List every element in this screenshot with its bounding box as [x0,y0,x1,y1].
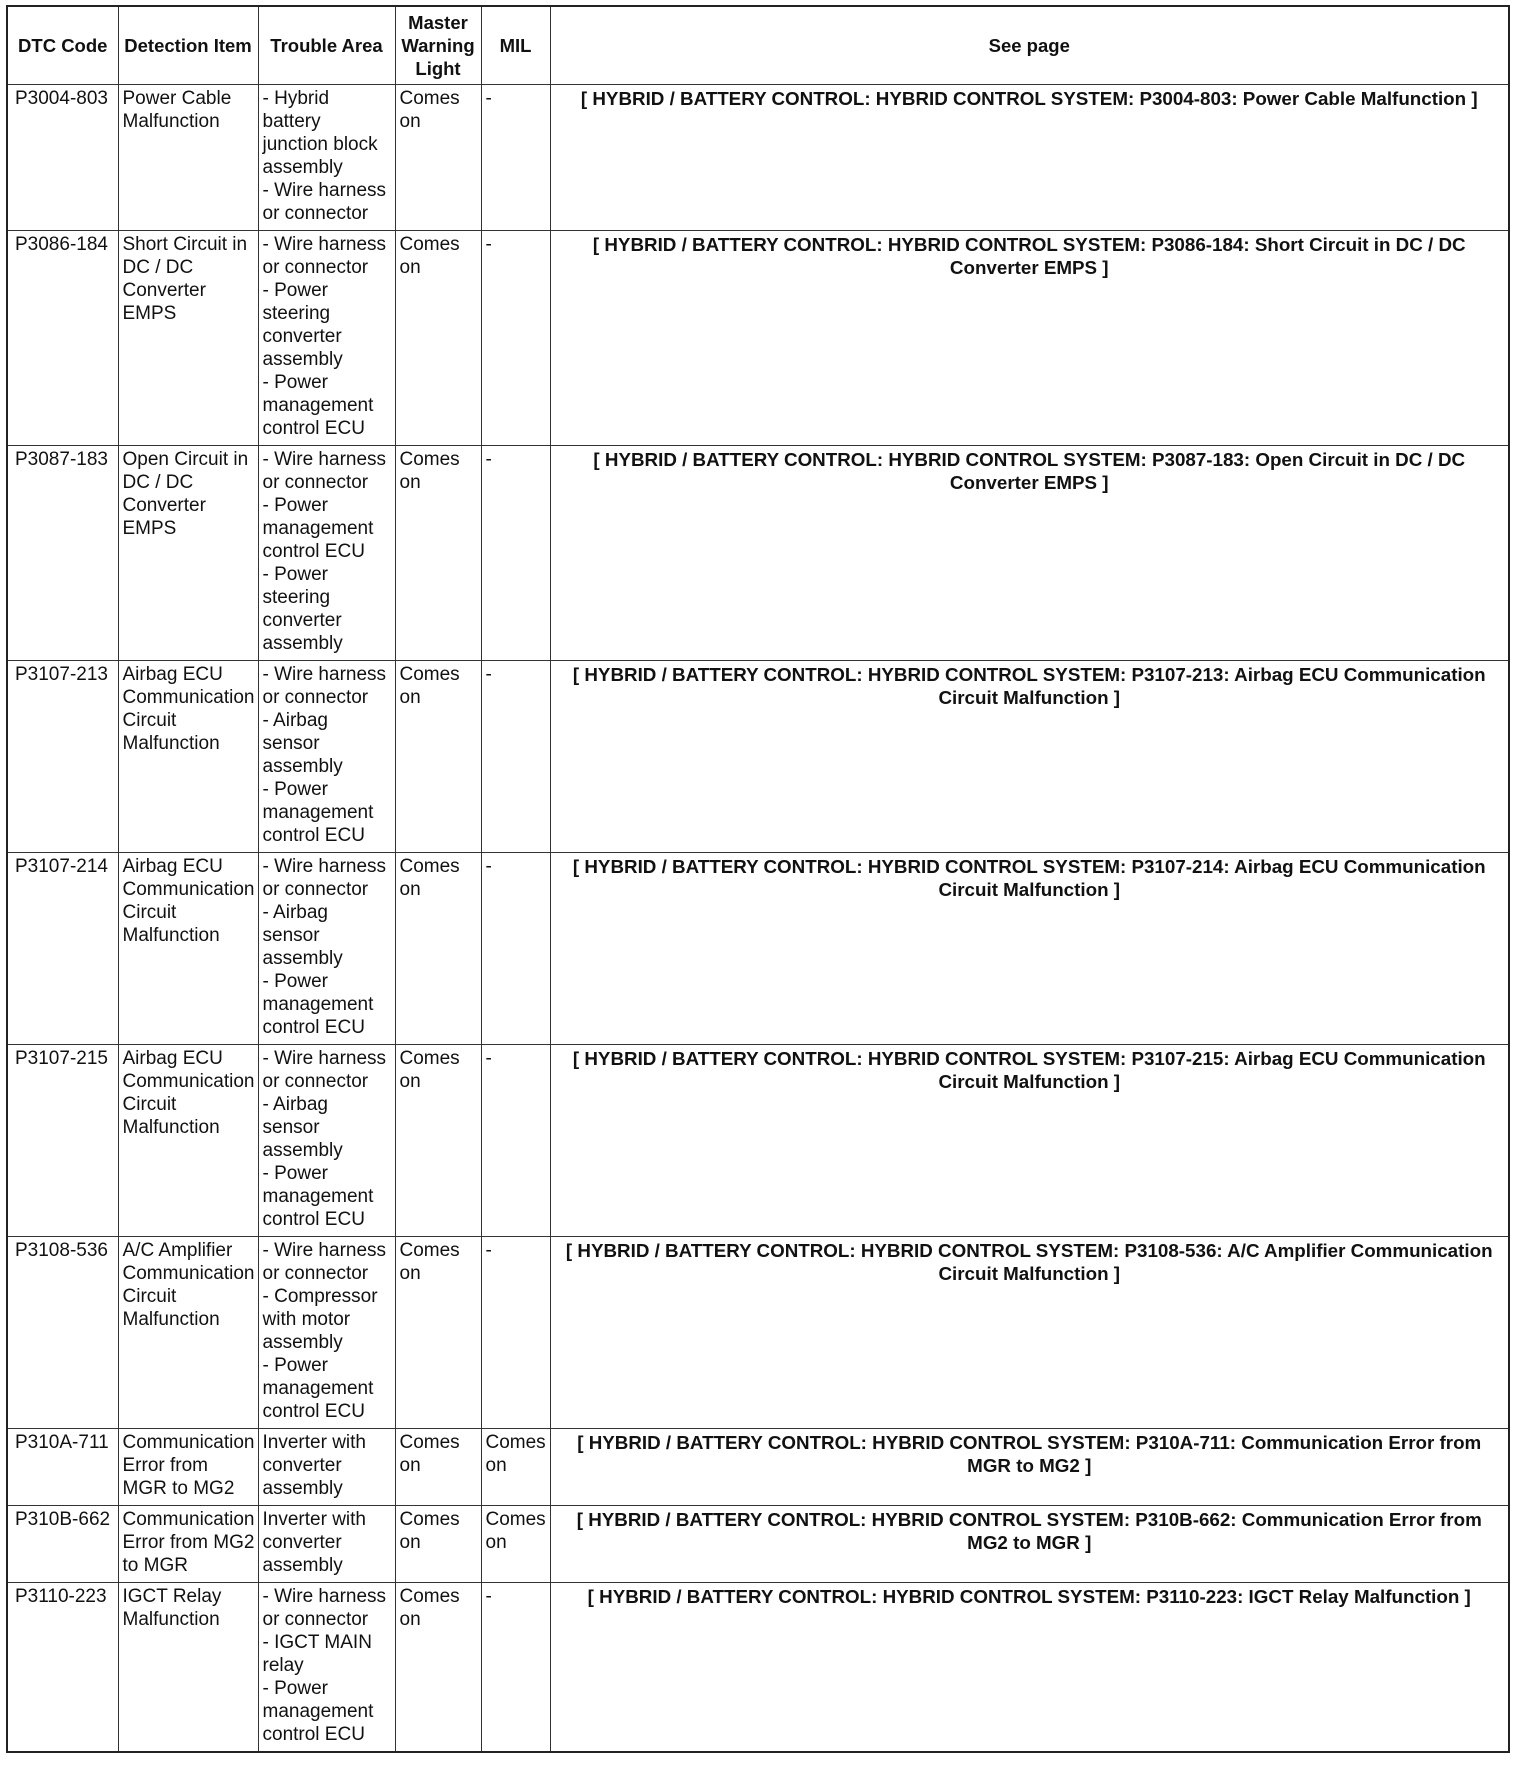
detection-item-cell: Airbag ECU Communication Circuit Malfunction [118,660,258,852]
trouble-area-cell: - Wire harness or connector - Airbag sensor assembly - Power management control ECU [258,852,395,1044]
master-warning-light-cell: Comes on [395,445,481,660]
dtc-code-cell: P3107-214 [7,852,118,1044]
table-row [7,1236,1509,1428]
table-row [7,445,1509,660]
detection-item-cell: Short Circuit in DC / DC Converter EMPS [118,230,258,445]
header-trouble-area: Trouble Area [258,6,395,84]
trouble-area-cell: - Wire harness or connector - Airbag sensor assembly - Power management control ECU [258,660,395,852]
master-warning-light-cell: Comes on [395,230,481,445]
table-row [7,84,1509,230]
mil-cell: - [481,84,550,230]
detection-item-cell: Power Cable Malfunction [118,84,258,230]
mil-cell: - [481,1236,550,1428]
trouble-area-cell: Inverter with converter assembly [258,1505,395,1582]
dtc-code-cell: P3110-223 [7,1582,118,1752]
see-page-link[interactable]: [ HYBRID / BATTERY CONTROL: HYBRID CONTROL SYSTEM: P310A-711: Communication Error from MGR to MG2 ] [550,1428,1509,1505]
mil-cell: - [481,1582,550,1752]
see-page-link[interactable]: [ HYBRID / BATTERY CONTROL: HYBRID CONTROL SYSTEM: P3107-215: Airbag ECU Communication Circuit Malfunction ] [550,1044,1509,1236]
detection-item-cell: Airbag ECU Communication Circuit Malfunction [118,852,258,1044]
see-page-link[interactable]: [ HYBRID / BATTERY CONTROL: HYBRID CONTROL SYSTEM: P3087-183: Open Circuit in DC / DC Converter EMPS ] [550,445,1509,660]
see-page-link[interactable]: [ HYBRID / BATTERY CONTROL: HYBRID CONTROL SYSTEM: P310B-662: Communication Error from MG2 to MGR ] [550,1505,1509,1582]
header-dtc-code: DTC Code [7,6,118,84]
mil-cell: - [481,1044,550,1236]
mil-cell: - [481,852,550,1044]
trouble-area-cell: - Wire harness or connector - Power steering converter assembly - Power management control ECU [258,230,395,445]
dtc-code-cell: P3086-184 [7,230,118,445]
see-page-link[interactable]: [ HYBRID / BATTERY CONTROL: HYBRID CONTROL SYSTEM: P3086-184: Short Circuit in DC / DC Converter EMPS ] [550,230,1509,445]
mil-cell: Comes on [481,1505,550,1582]
trouble-area-cell: - Hybrid battery junction block assembly - Wire harness or connector [258,84,395,230]
detection-item-cell: IGCT Relay Malfunction [118,1582,258,1752]
master-warning-light-cell: Comes on [395,660,481,852]
dtc-code-cell: P3107-213 [7,660,118,852]
table-body [7,84,1509,1752]
master-warning-light-cell: Comes on [395,1582,481,1752]
see-page-link[interactable]: [ HYBRID / BATTERY CONTROL: HYBRID CONTROL SYSTEM: P3004-803: Power Cable Malfunction ] [550,84,1509,230]
table-row [7,1428,1509,1505]
detection-item-cell: Open Circuit in DC / DC Converter EMPS [118,445,258,660]
master-warning-light-cell: Comes on [395,852,481,1044]
trouble-area-cell: Inverter with converter assembly [258,1428,395,1505]
see-page-link[interactable]: [ HYBRID / BATTERY CONTROL: HYBRID CONTROL SYSTEM: P3108-536: A/C Amplifier Communication Circuit Malfunction ] [550,1236,1509,1428]
dtc-code-cell: P3004-803 [7,84,118,230]
dtc-code-cell: P310A-711 [7,1428,118,1505]
header-row [7,6,1509,84]
table-row [7,230,1509,445]
dtc-code-cell: P310B-662 [7,1505,118,1582]
see-page-link[interactable]: [ HYBRID / BATTERY CONTROL: HYBRID CONTROL SYSTEM: P3110-223: IGCT Relay Malfunction ] [550,1582,1509,1752]
master-warning-light-cell: Comes on [395,1505,481,1582]
header-detection-item: Detection Item [118,6,258,84]
mil-cell: - [481,230,550,445]
master-warning-light-cell: Comes on [395,1236,481,1428]
dtc-table [6,5,1510,1753]
detection-item-cell: Communication Error from MGR to MG2 [118,1428,258,1505]
detection-item-cell: Communication Error from MG2 to MGR [118,1505,258,1582]
dtc-code-cell: P3108-536 [7,1236,118,1428]
table-row [7,852,1509,1044]
master-warning-light-cell: Comes on [395,1044,481,1236]
detection-item-cell: Airbag ECU Communication Circuit Malfunction [118,1044,258,1236]
see-page-link[interactable]: [ HYBRID / BATTERY CONTROL: HYBRID CONTROL SYSTEM: P3107-213: Airbag ECU Communication Circuit Malfunction ] [550,660,1509,852]
detection-item-cell: A/C Amplifier Communication Circuit Malfunction [118,1236,258,1428]
header-master-warning-light: Master Warning Light [395,6,481,84]
trouble-area-cell: - Wire harness or connector - IGCT MAIN relay - Power management control ECU [258,1582,395,1752]
dtc-code-cell: P3107-215 [7,1044,118,1236]
mil-cell: - [481,660,550,852]
trouble-area-cell: - Wire harness or connector - Airbag sensor assembly - Power management control ECU [258,1044,395,1236]
mil-cell: Comes on [481,1428,550,1505]
table-row [7,1505,1509,1582]
trouble-area-cell: - Wire harness or connector - Compressor with motor assembly - Power management control ECU [258,1236,395,1428]
mil-cell: - [481,445,550,660]
table-row [7,660,1509,852]
table-row [7,1582,1509,1752]
header-mil: MIL [481,6,550,84]
header-see-page: See page [550,6,1509,84]
master-warning-light-cell: Comes on [395,84,481,230]
table-row [7,1044,1509,1236]
dtc-code-cell: P3087-183 [7,445,118,660]
master-warning-light-cell: Comes on [395,1428,481,1505]
trouble-area-cell: - Wire harness or connector - Power management control ECU - Power steering converter assembly [258,445,395,660]
see-page-link[interactable]: [ HYBRID / BATTERY CONTROL: HYBRID CONTROL SYSTEM: P3107-214: Airbag ECU Communication Circuit Malfunction ] [550,852,1509,1044]
